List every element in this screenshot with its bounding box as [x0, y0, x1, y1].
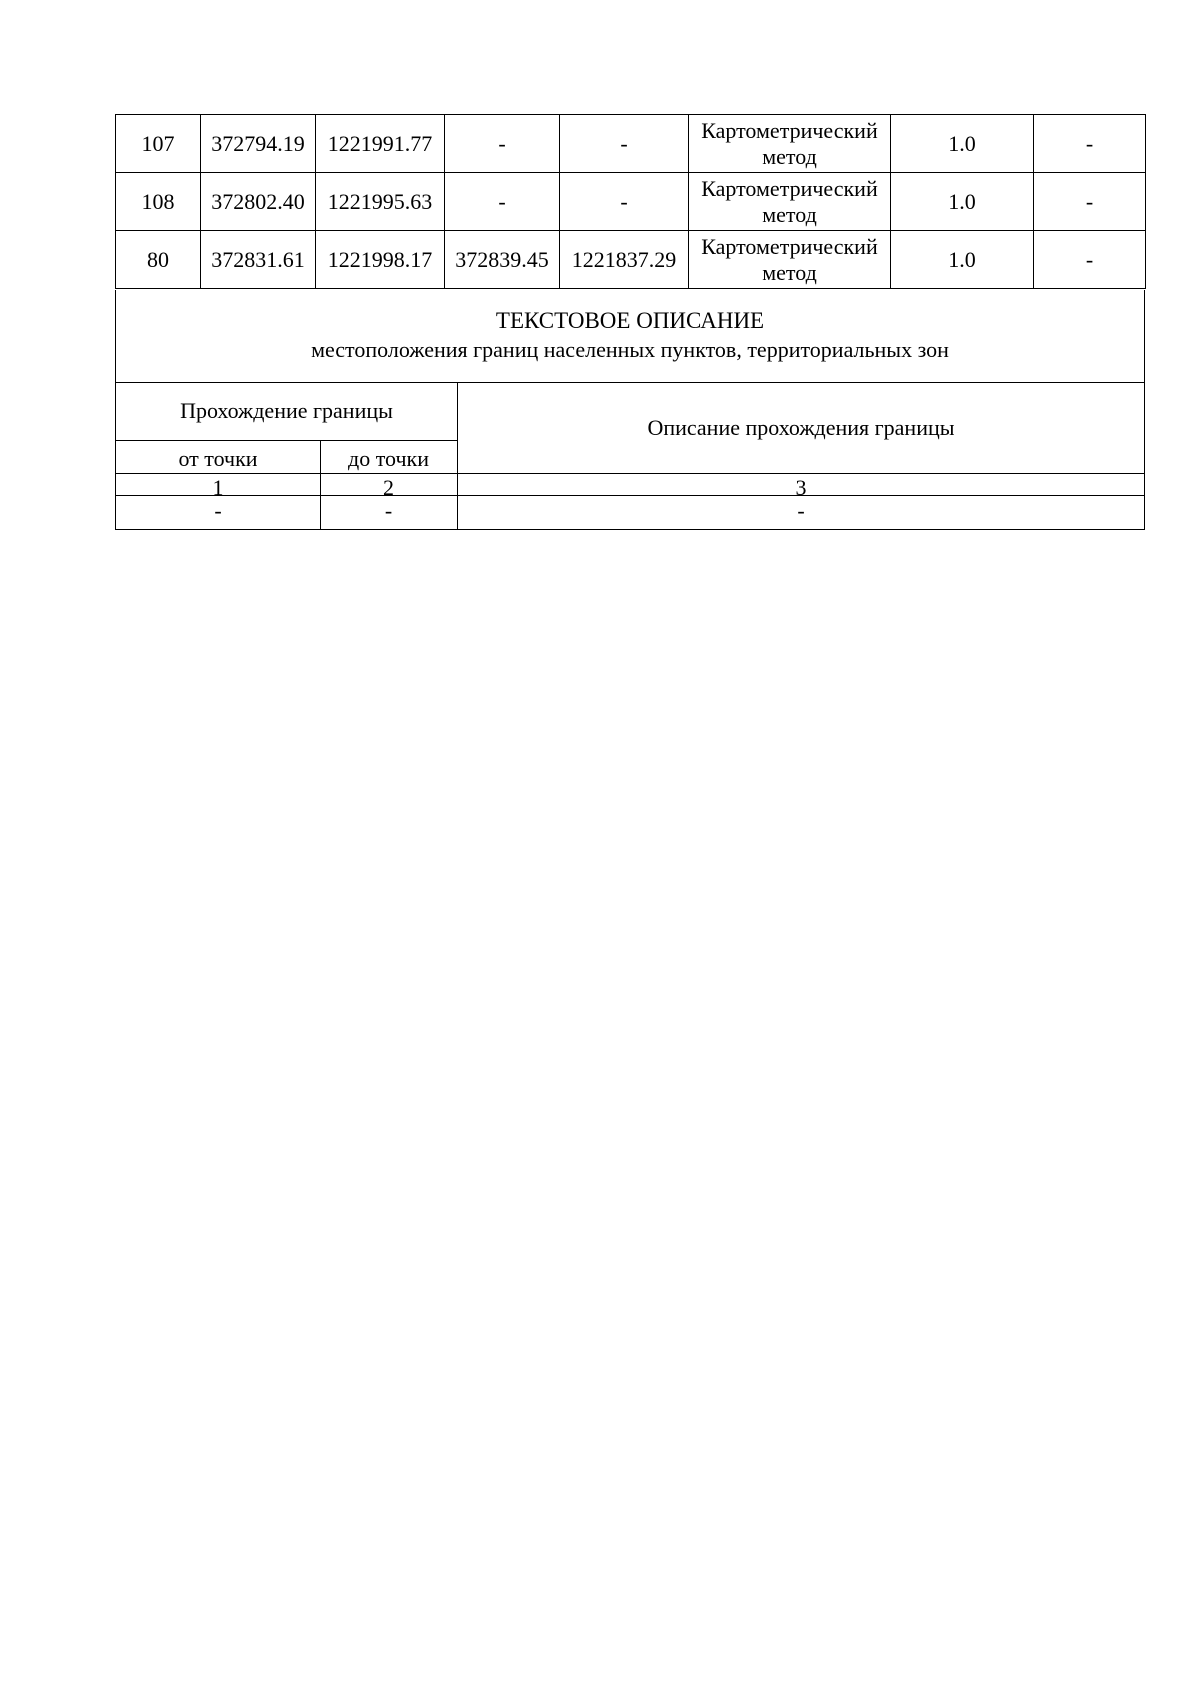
to-point-header: до точки	[348, 446, 429, 471]
table-row	[116, 173, 1146, 231]
y-coordinate: 1221991.77	[316, 115, 445, 173]
column-number: 2	[383, 475, 394, 495]
y-previous: 1221837.29	[560, 231, 689, 289]
x-coordinate: 372802.40	[201, 173, 316, 231]
table-row	[116, 115, 1146, 173]
column-number: 3	[795, 475, 807, 495]
text-description-section	[115, 290, 1145, 530]
method-line2: метод	[762, 201, 817, 227]
method-line2: метод	[762, 259, 817, 285]
x-coordinate: 372831.61	[201, 231, 316, 289]
x-coordinate: 372794.19	[201, 115, 316, 173]
table-row	[116, 231, 1146, 289]
divider	[116, 440, 457, 441]
accuracy: 1.0	[891, 173, 1034, 231]
description-value: -	[797, 498, 805, 523]
x-previous: -	[445, 173, 560, 231]
x-previous: 372839.45	[445, 231, 560, 289]
method-line1: Картометрический	[701, 117, 878, 143]
description-header: Описание прохождения границы	[647, 415, 955, 440]
point-number: 80	[116, 231, 201, 289]
accuracy: 1.0	[891, 231, 1034, 289]
y-coordinate: 1221995.63	[316, 173, 445, 231]
y-coordinate: 1221998.17	[316, 231, 445, 289]
y-previous: -	[560, 115, 689, 173]
method-cell	[689, 173, 891, 231]
to-point-value: -	[384, 498, 393, 523]
section-title: ТЕКСТОВОЕ ОПИСАНИЕ	[495, 308, 765, 333]
passage-header: Прохождение границы	[180, 398, 393, 423]
method-line1: Картометрический	[701, 175, 878, 201]
x-previous: -	[445, 115, 560, 173]
accuracy: 1.0	[891, 115, 1034, 173]
method-cell	[689, 231, 891, 289]
from-point-value: -	[214, 498, 222, 523]
y-previous: -	[560, 173, 689, 231]
method-cell	[689, 115, 891, 173]
method-line2: метод	[762, 143, 817, 169]
text-description-header	[116, 290, 1144, 383]
coordinates-table	[115, 114, 1146, 289]
note: -	[1034, 173, 1146, 231]
method-line1: Картометрический	[701, 233, 878, 259]
note: -	[1034, 115, 1146, 173]
point-number: 108	[116, 173, 201, 231]
from-point-header: от точки	[178, 446, 258, 471]
point-number: 107	[116, 115, 201, 173]
note: -	[1034, 231, 1146, 289]
column-number: 1	[212, 475, 224, 495]
divider	[116, 495, 1144, 496]
section-subtitle: местоположения границ населенных пунктов, территориальных зон	[311, 337, 949, 362]
